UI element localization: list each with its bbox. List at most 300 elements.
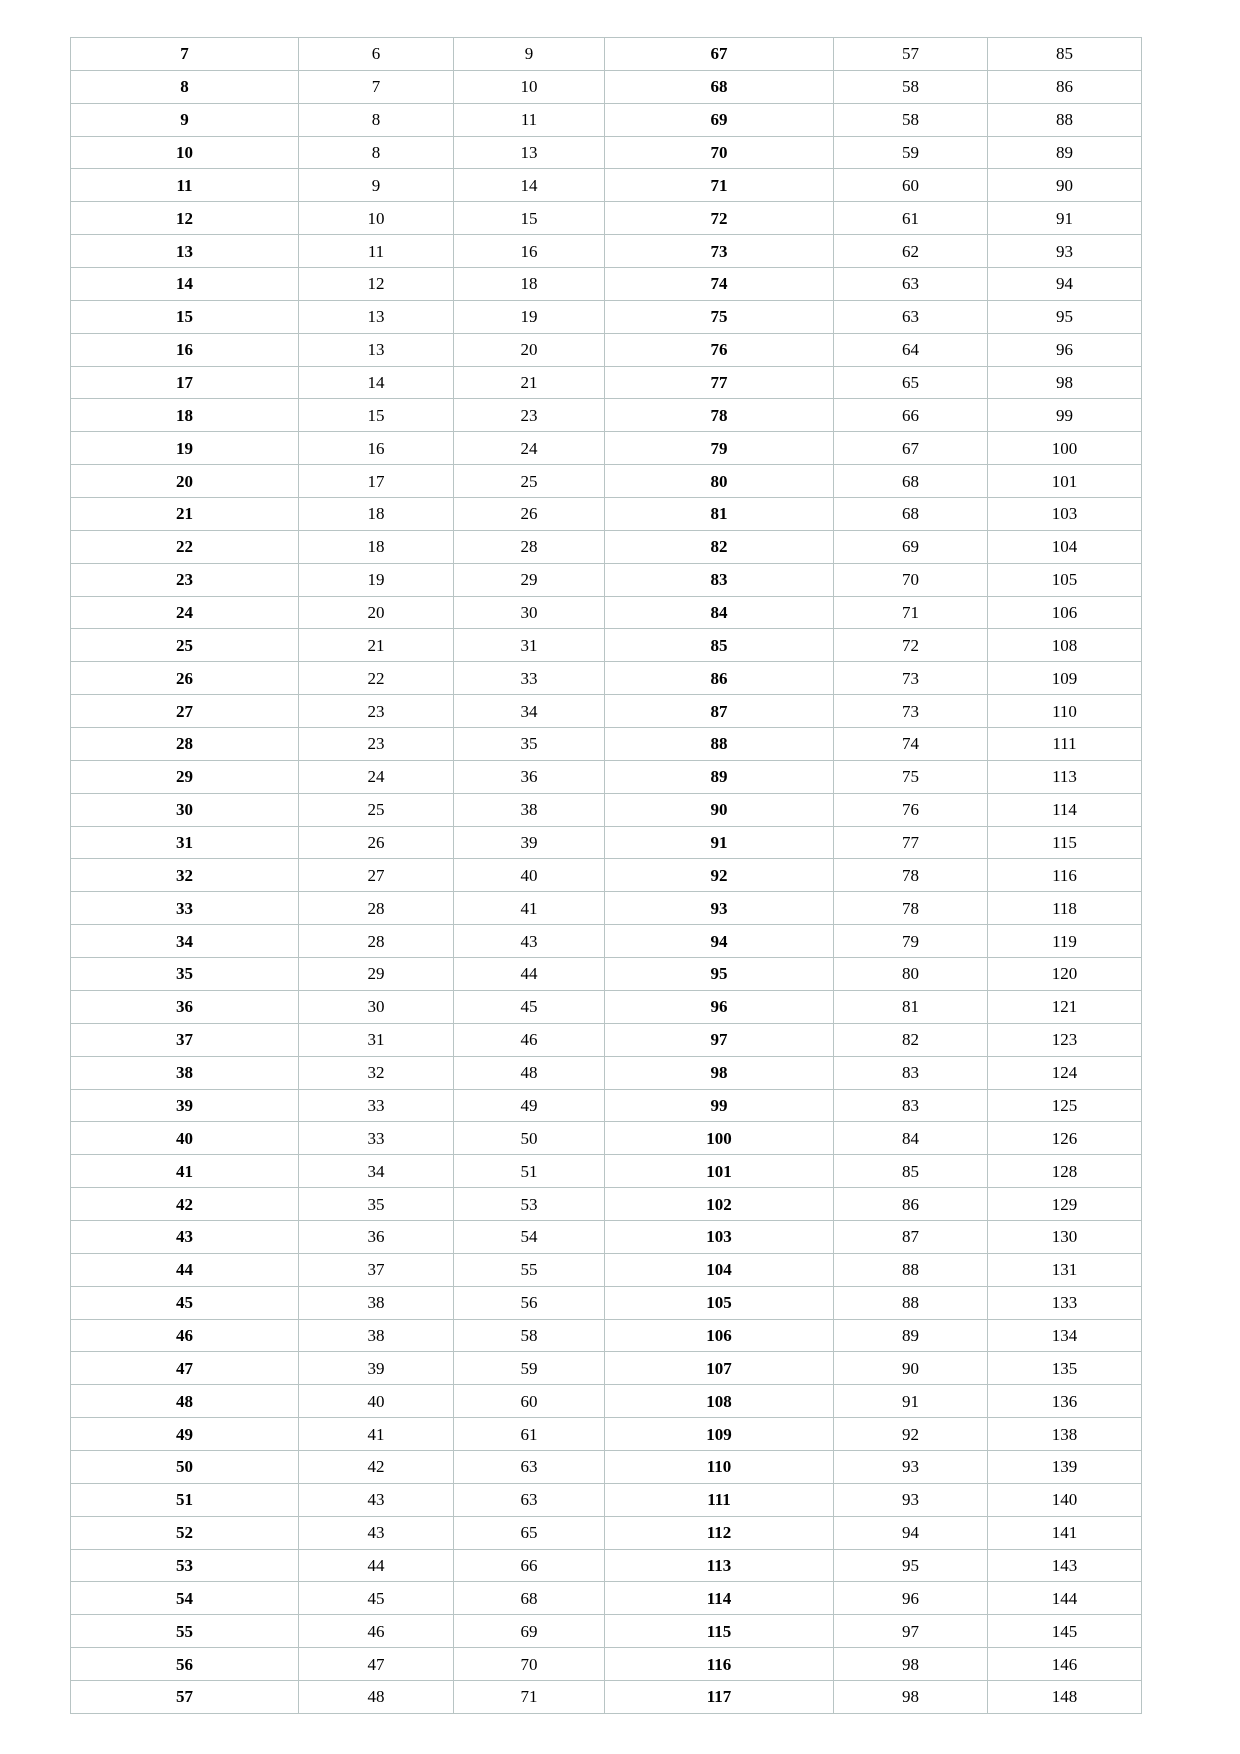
key-cell: 115 (605, 1615, 834, 1648)
value-cell: 85 (834, 1155, 988, 1188)
value-cell: 28 (299, 925, 454, 958)
value-cell: 62 (834, 235, 988, 268)
value-cell: 23 (299, 728, 454, 761)
value-cell: 124 (988, 1056, 1142, 1089)
key-cell: 43 (71, 1220, 299, 1253)
key-cell: 46 (71, 1319, 299, 1352)
key-cell: 94 (605, 925, 834, 958)
key-cell: 92 (605, 859, 834, 892)
value-cell: 94 (834, 1516, 988, 1549)
value-cell: 30 (454, 596, 605, 629)
table-row (71, 596, 1142, 629)
key-cell: 77 (605, 366, 834, 399)
value-cell: 78 (834, 859, 988, 892)
value-cell: 26 (454, 498, 605, 531)
table-row (71, 498, 1142, 531)
value-cell: 135 (988, 1352, 1142, 1385)
table-row (71, 1089, 1142, 1122)
value-cell: 23 (454, 399, 605, 432)
value-cell: 30 (299, 990, 454, 1023)
table-row (71, 432, 1142, 465)
value-cell: 9 (299, 169, 454, 202)
value-cell: 27 (299, 859, 454, 892)
table-row (71, 1582, 1142, 1615)
value-cell: 22 (299, 662, 454, 695)
value-cell: 32 (299, 1056, 454, 1089)
key-cell: 103 (605, 1220, 834, 1253)
value-cell: 66 (454, 1549, 605, 1582)
value-cell: 86 (988, 70, 1142, 103)
value-cell: 45 (454, 990, 605, 1023)
table-row (71, 169, 1142, 202)
value-cell: 19 (454, 300, 605, 333)
value-cell: 9 (454, 38, 605, 71)
value-cell: 95 (834, 1549, 988, 1582)
value-cell: 39 (454, 826, 605, 859)
key-cell: 81 (605, 498, 834, 531)
value-cell: 29 (454, 563, 605, 596)
key-cell: 49 (71, 1418, 299, 1451)
key-cell: 15 (71, 300, 299, 333)
key-cell: 78 (605, 399, 834, 432)
value-cell: 78 (834, 892, 988, 925)
value-cell: 64 (834, 333, 988, 366)
key-cell: 51 (71, 1483, 299, 1516)
value-cell: 114 (988, 793, 1142, 826)
value-cell: 29 (299, 958, 454, 991)
value-cell: 91 (988, 202, 1142, 235)
value-cell: 36 (299, 1220, 454, 1253)
value-cell: 45 (299, 1582, 454, 1615)
value-cell: 49 (454, 1089, 605, 1122)
key-cell: 87 (605, 695, 834, 728)
value-cell: 67 (834, 432, 988, 465)
value-cell: 14 (454, 169, 605, 202)
key-cell: 67 (605, 38, 834, 71)
value-cell: 57 (834, 38, 988, 71)
value-cell: 12 (299, 268, 454, 301)
value-cell: 103 (988, 498, 1142, 531)
value-cell: 93 (988, 235, 1142, 268)
value-cell: 18 (299, 530, 454, 563)
value-cell: 31 (299, 1023, 454, 1056)
table-body (71, 38, 1142, 1714)
key-cell: 29 (71, 760, 299, 793)
table-row (71, 465, 1142, 498)
key-cell: 85 (605, 629, 834, 662)
value-cell: 92 (834, 1418, 988, 1451)
value-cell: 33 (299, 1089, 454, 1122)
table-row (71, 1450, 1142, 1483)
table-row (71, 399, 1142, 432)
key-cell: 12 (71, 202, 299, 235)
value-cell: 41 (454, 892, 605, 925)
value-cell: 81 (834, 990, 988, 1023)
value-cell: 99 (988, 399, 1142, 432)
value-cell: 43 (299, 1483, 454, 1516)
value-cell: 89 (988, 136, 1142, 169)
value-cell: 11 (299, 235, 454, 268)
key-cell: 95 (605, 958, 834, 991)
value-cell: 94 (988, 268, 1142, 301)
table-row (71, 1253, 1142, 1286)
value-cell: 89 (834, 1319, 988, 1352)
value-cell: 65 (454, 1516, 605, 1549)
value-cell: 90 (834, 1352, 988, 1385)
key-cell: 26 (71, 662, 299, 695)
value-cell: 126 (988, 1122, 1142, 1155)
value-cell: 93 (834, 1483, 988, 1516)
value-cell: 36 (454, 760, 605, 793)
key-cell: 19 (71, 432, 299, 465)
key-cell: 45 (71, 1286, 299, 1319)
value-cell: 40 (299, 1385, 454, 1418)
key-cell: 47 (71, 1352, 299, 1385)
value-cell: 104 (988, 530, 1142, 563)
table-row (71, 333, 1142, 366)
value-cell: 111 (988, 728, 1142, 761)
key-cell: 111 (605, 1483, 834, 1516)
value-cell: 100 (988, 432, 1142, 465)
value-cell: 38 (299, 1319, 454, 1352)
key-cell: 70 (605, 136, 834, 169)
table-row (71, 990, 1142, 1023)
value-cell: 96 (834, 1582, 988, 1615)
value-cell: 77 (834, 826, 988, 859)
table-row (71, 793, 1142, 826)
table-row (71, 563, 1142, 596)
key-cell: 50 (71, 1450, 299, 1483)
value-cell: 35 (299, 1188, 454, 1221)
key-cell: 101 (605, 1155, 834, 1188)
key-cell: 99 (605, 1089, 834, 1122)
value-cell: 113 (988, 760, 1142, 793)
table-row (71, 1680, 1142, 1713)
value-cell: 38 (299, 1286, 454, 1319)
value-cell: 69 (834, 530, 988, 563)
value-cell: 46 (454, 1023, 605, 1056)
value-cell: 91 (834, 1385, 988, 1418)
value-cell: 128 (988, 1155, 1142, 1188)
value-cell: 63 (454, 1450, 605, 1483)
key-cell: 23 (71, 563, 299, 596)
value-cell: 123 (988, 1023, 1142, 1056)
key-cell: 93 (605, 892, 834, 925)
value-cell: 88 (988, 103, 1142, 136)
table-row (71, 268, 1142, 301)
value-cell: 69 (454, 1615, 605, 1648)
key-cell: 84 (605, 596, 834, 629)
key-cell: 100 (605, 1122, 834, 1155)
value-cell: 20 (299, 596, 454, 629)
key-cell: 27 (71, 695, 299, 728)
value-cell: 59 (454, 1352, 605, 1385)
value-cell: 55 (454, 1253, 605, 1286)
value-cell: 33 (454, 662, 605, 695)
key-cell: 56 (71, 1648, 299, 1681)
key-cell: 40 (71, 1122, 299, 1155)
table-row (71, 530, 1142, 563)
key-cell: 57 (71, 1680, 299, 1713)
value-cell: 95 (988, 300, 1142, 333)
value-cell: 88 (834, 1253, 988, 1286)
key-cell: 33 (71, 892, 299, 925)
value-cell: 115 (988, 826, 1142, 859)
value-cell: 146 (988, 1648, 1142, 1681)
value-cell: 33 (299, 1122, 454, 1155)
key-cell: 112 (605, 1516, 834, 1549)
table-row (71, 235, 1142, 268)
value-cell: 51 (454, 1155, 605, 1188)
key-cell: 11 (71, 169, 299, 202)
value-cell: 24 (454, 432, 605, 465)
value-cell: 82 (834, 1023, 988, 1056)
value-cell: 8 (299, 136, 454, 169)
table-row (71, 1549, 1142, 1582)
value-cell: 86 (834, 1188, 988, 1221)
key-cell: 116 (605, 1648, 834, 1681)
value-cell: 59 (834, 136, 988, 169)
value-cell: 18 (454, 268, 605, 301)
value-cell: 28 (299, 892, 454, 925)
value-cell: 66 (834, 399, 988, 432)
value-cell: 34 (299, 1155, 454, 1188)
value-cell: 40 (454, 859, 605, 892)
table-row (71, 760, 1142, 793)
table-row (71, 136, 1142, 169)
key-cell: 86 (605, 662, 834, 695)
table-row (71, 1155, 1142, 1188)
key-cell: 97 (605, 1023, 834, 1056)
table-row (71, 1286, 1142, 1319)
key-cell: 52 (71, 1516, 299, 1549)
table-row (71, 1188, 1142, 1221)
key-cell: 109 (605, 1418, 834, 1451)
value-cell: 120 (988, 958, 1142, 991)
key-cell: 91 (605, 826, 834, 859)
key-cell: 74 (605, 268, 834, 301)
value-cell: 121 (988, 990, 1142, 1023)
key-cell: 48 (71, 1385, 299, 1418)
value-cell: 16 (454, 235, 605, 268)
table-row (71, 859, 1142, 892)
value-cell: 75 (834, 760, 988, 793)
conversion-table (70, 37, 1142, 1714)
table-row (71, 103, 1142, 136)
value-cell: 37 (299, 1253, 454, 1286)
value-cell: 34 (454, 695, 605, 728)
key-cell: 117 (605, 1680, 834, 1713)
value-cell: 88 (834, 1286, 988, 1319)
key-cell: 55 (71, 1615, 299, 1648)
value-cell: 63 (834, 268, 988, 301)
value-cell: 7 (299, 70, 454, 103)
value-cell: 87 (834, 1220, 988, 1253)
value-cell: 108 (988, 629, 1142, 662)
key-cell: 10 (71, 136, 299, 169)
value-cell: 118 (988, 892, 1142, 925)
value-cell: 28 (454, 530, 605, 563)
key-cell: 80 (605, 465, 834, 498)
value-cell: 73 (834, 662, 988, 695)
key-cell: 108 (605, 1385, 834, 1418)
table-row (71, 1352, 1142, 1385)
key-cell: 76 (605, 333, 834, 366)
value-cell: 18 (299, 498, 454, 531)
key-cell: 25 (71, 629, 299, 662)
value-cell: 26 (299, 826, 454, 859)
value-cell: 129 (988, 1188, 1142, 1221)
key-cell: 9 (71, 103, 299, 136)
value-cell: 83 (834, 1089, 988, 1122)
value-cell: 43 (454, 925, 605, 958)
value-cell: 98 (834, 1648, 988, 1681)
key-cell: 106 (605, 1319, 834, 1352)
table-row (71, 695, 1142, 728)
key-cell: 21 (71, 498, 299, 531)
value-cell: 130 (988, 1220, 1142, 1253)
value-cell: 46 (299, 1615, 454, 1648)
value-cell: 31 (454, 629, 605, 662)
value-cell: 68 (454, 1582, 605, 1615)
key-cell: 69 (605, 103, 834, 136)
value-cell: 50 (454, 1122, 605, 1155)
key-cell: 104 (605, 1253, 834, 1286)
value-cell: 25 (299, 793, 454, 826)
key-cell: 28 (71, 728, 299, 761)
value-cell: 84 (834, 1122, 988, 1155)
key-cell: 113 (605, 1549, 834, 1582)
value-cell: 76 (834, 793, 988, 826)
key-cell: 54 (71, 1582, 299, 1615)
value-cell: 71 (834, 596, 988, 629)
value-cell: 63 (834, 300, 988, 333)
table-row (71, 300, 1142, 333)
key-cell: 7 (71, 38, 299, 71)
key-cell: 20 (71, 465, 299, 498)
value-cell: 21 (454, 366, 605, 399)
value-cell: 47 (299, 1648, 454, 1681)
key-cell: 89 (605, 760, 834, 793)
value-cell: 25 (454, 465, 605, 498)
value-cell: 133 (988, 1286, 1142, 1319)
value-cell: 44 (299, 1549, 454, 1582)
value-cell: 97 (834, 1615, 988, 1648)
value-cell: 8 (299, 103, 454, 136)
key-cell: 98 (605, 1056, 834, 1089)
value-cell: 101 (988, 465, 1142, 498)
value-cell: 96 (988, 333, 1142, 366)
value-cell: 58 (454, 1319, 605, 1352)
key-cell: 31 (71, 826, 299, 859)
key-cell: 17 (71, 366, 299, 399)
key-cell: 13 (71, 235, 299, 268)
value-cell: 56 (454, 1286, 605, 1319)
value-cell: 21 (299, 629, 454, 662)
value-cell: 110 (988, 695, 1142, 728)
value-cell: 80 (834, 958, 988, 991)
table-row (71, 826, 1142, 859)
table-row (71, 1648, 1142, 1681)
key-cell: 38 (71, 1056, 299, 1089)
value-cell: 17 (299, 465, 454, 498)
table-row (71, 1122, 1142, 1155)
value-cell: 98 (834, 1680, 988, 1713)
table-row (71, 1056, 1142, 1089)
value-cell: 15 (299, 399, 454, 432)
key-cell: 44 (71, 1253, 299, 1286)
value-cell: 90 (988, 169, 1142, 202)
value-cell: 23 (299, 695, 454, 728)
key-cell: 107 (605, 1352, 834, 1385)
key-cell: 22 (71, 530, 299, 563)
table-row (71, 1516, 1142, 1549)
key-cell: 72 (605, 202, 834, 235)
value-cell: 79 (834, 925, 988, 958)
value-cell: 13 (299, 300, 454, 333)
key-cell: 35 (71, 958, 299, 991)
table-row (71, 1615, 1142, 1648)
value-cell: 116 (988, 859, 1142, 892)
table-row (71, 1220, 1142, 1253)
value-cell: 54 (454, 1220, 605, 1253)
value-cell: 70 (834, 563, 988, 596)
value-cell: 35 (454, 728, 605, 761)
value-cell: 10 (299, 202, 454, 235)
value-cell: 13 (299, 333, 454, 366)
value-cell: 138 (988, 1418, 1142, 1451)
table-row (71, 925, 1142, 958)
value-cell: 73 (834, 695, 988, 728)
key-cell: 36 (71, 990, 299, 1023)
key-cell: 90 (605, 793, 834, 826)
value-cell: 60 (454, 1385, 605, 1418)
key-cell: 37 (71, 1023, 299, 1056)
table-row (71, 958, 1142, 991)
value-cell: 68 (834, 465, 988, 498)
value-cell: 144 (988, 1582, 1142, 1615)
key-cell: 68 (605, 70, 834, 103)
key-cell: 75 (605, 300, 834, 333)
value-cell: 83 (834, 1056, 988, 1089)
value-cell: 140 (988, 1483, 1142, 1516)
key-cell: 16 (71, 333, 299, 366)
value-cell: 119 (988, 925, 1142, 958)
key-cell: 42 (71, 1188, 299, 1221)
key-cell: 32 (71, 859, 299, 892)
value-cell: 71 (454, 1680, 605, 1713)
value-cell: 11 (454, 103, 605, 136)
value-cell: 148 (988, 1680, 1142, 1713)
key-cell: 102 (605, 1188, 834, 1221)
value-cell: 134 (988, 1319, 1142, 1352)
value-cell: 24 (299, 760, 454, 793)
value-cell: 42 (299, 1450, 454, 1483)
value-cell: 44 (454, 958, 605, 991)
table-row (71, 366, 1142, 399)
value-cell: 16 (299, 432, 454, 465)
key-cell: 8 (71, 70, 299, 103)
key-cell: 96 (605, 990, 834, 1023)
key-cell: 14 (71, 268, 299, 301)
table-row (71, 892, 1142, 925)
key-cell: 88 (605, 728, 834, 761)
value-cell: 10 (454, 70, 605, 103)
key-cell: 114 (605, 1582, 834, 1615)
key-cell: 53 (71, 1549, 299, 1582)
value-cell: 98 (988, 366, 1142, 399)
key-cell: 79 (605, 432, 834, 465)
